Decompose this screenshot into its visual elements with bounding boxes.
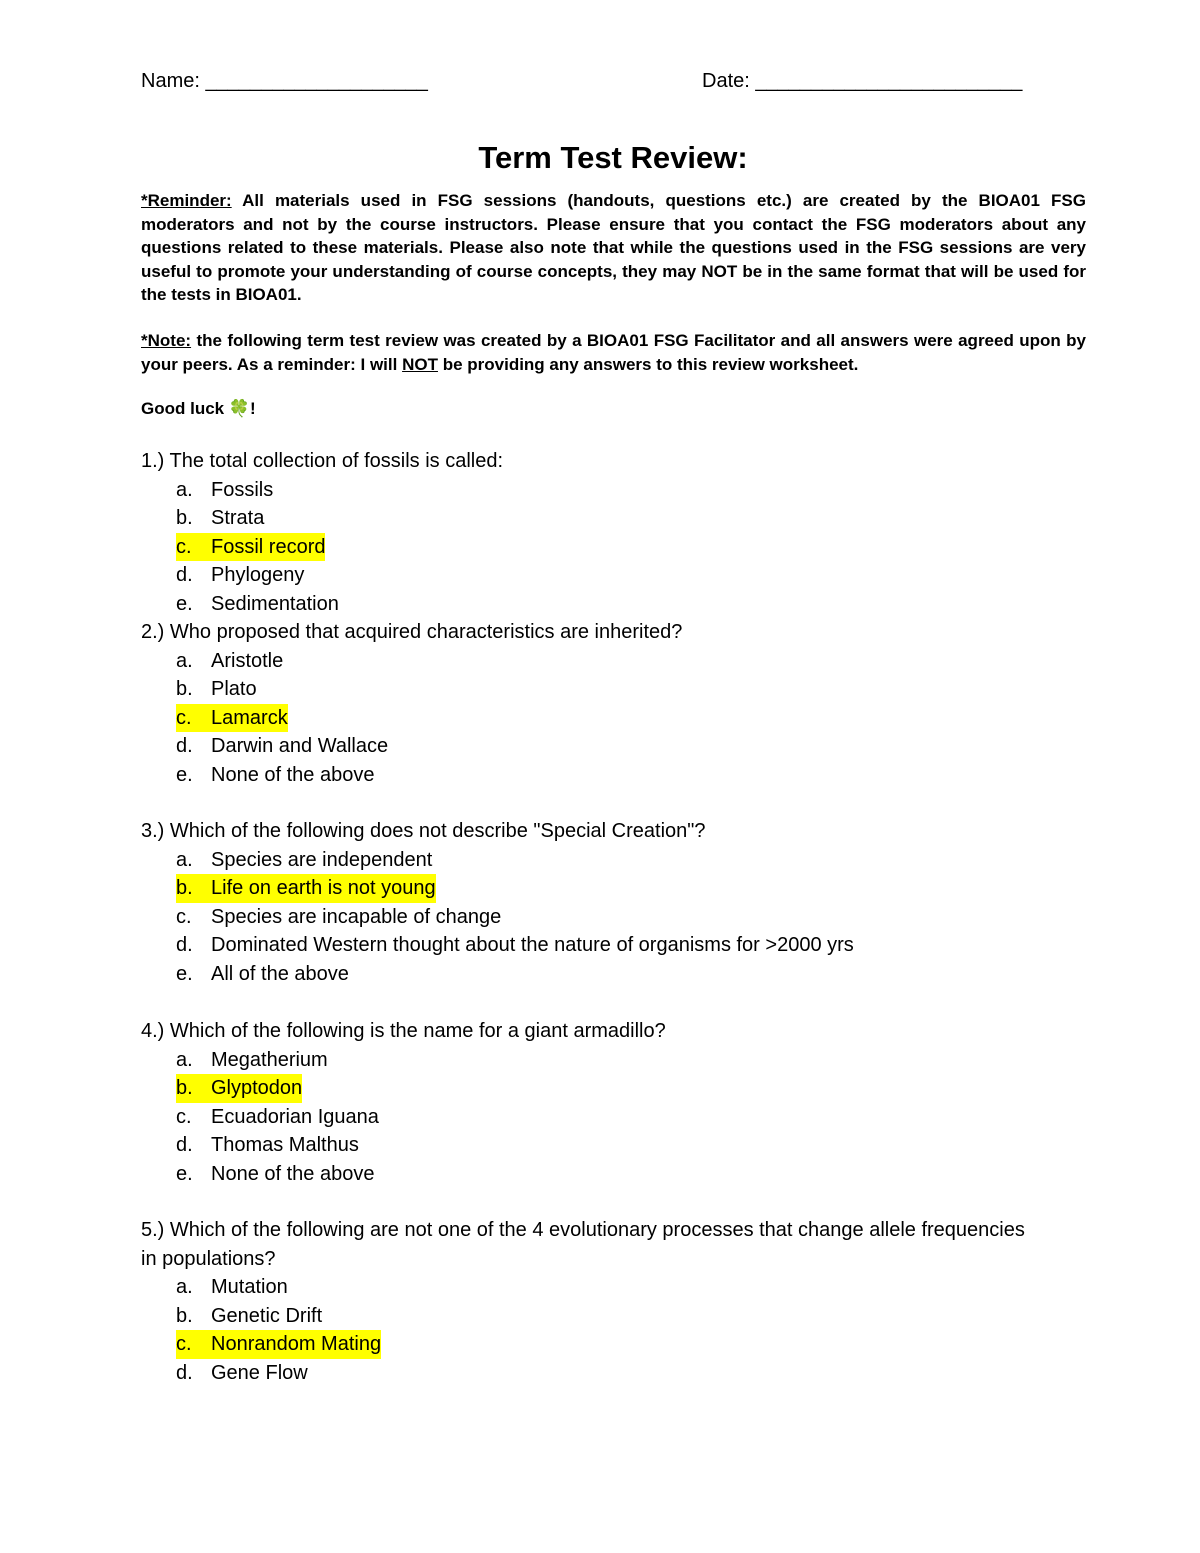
option-letter: c.	[176, 706, 192, 729]
question-text: 5.) Which of the following are not one of the 4 evolutionary processes that change allele frequencies in populations?	[141, 1219, 1025, 1270]
four-leaf-clover-icon: 🍀	[228, 399, 251, 418]
option-letter: e.	[176, 962, 193, 985]
page-title: Term Test Review:	[478, 140, 748, 175]
option-letter: d.	[176, 1361, 193, 1384]
good-luck-line	[141, 399, 256, 419]
options-list	[141, 1046, 1041, 1189]
option-text: Phylogeny	[211, 564, 305, 587]
option-d	[141, 561, 1041, 590]
question-3	[141, 817, 1041, 988]
option-d	[141, 1359, 1041, 1388]
question-5	[141, 1216, 1041, 1387]
option-letter: b.	[176, 507, 193, 530]
options-list	[141, 476, 1041, 619]
question-2	[141, 618, 1041, 789]
option-letter: c.	[176, 535, 192, 558]
option-text: Aristotle	[211, 649, 284, 672]
option-text: None of the above	[211, 763, 375, 786]
option-text: Strata	[211, 507, 265, 530]
option-letter: a.	[176, 848, 193, 871]
option-letter: d.	[176, 735, 193, 758]
note-text-1: the following term test review was created by a BIOA01 FSG Facilitator and all answers were agreed upon by your peers. As a reminder: I will	[141, 331, 1086, 374]
option-d	[141, 931, 1041, 960]
option-c	[141, 704, 1041, 733]
option-text: Genetic Drift	[211, 1304, 323, 1327]
note-lead: *Note:	[141, 331, 192, 350]
option-c	[141, 1103, 1041, 1132]
good-luck-text: Good luck	[141, 399, 229, 418]
question-4	[141, 1017, 1041, 1188]
option-letter: e.	[176, 763, 193, 786]
option-e	[141, 960, 1041, 989]
option-letter: c.	[176, 1333, 192, 1356]
option-e	[141, 590, 1041, 619]
question-text: 4.) Which of the following is the name for a giant armadillo?	[141, 1020, 666, 1042]
option-letter: b.	[176, 678, 193, 701]
option-a	[141, 1046, 1041, 1075]
option-text: Sedimentation	[211, 592, 339, 615]
option-text: All of the above	[211, 962, 349, 985]
option-text: Glyptodon	[211, 1077, 303, 1100]
option-text: Mutation	[211, 1276, 288, 1298]
option-a	[141, 476, 1041, 505]
options-list	[141, 846, 1041, 989]
option-text: Dominated Western thought about the nature of organisms for >2000 yrs	[211, 934, 854, 957]
option-d	[141, 1131, 1041, 1160]
option-a	[141, 647, 1041, 676]
option-a	[141, 1273, 1041, 1302]
option-text: Species are independent	[211, 848, 433, 871]
option-letter: a.	[176, 478, 193, 501]
option-letter: e.	[176, 1162, 193, 1185]
good-luck-end: !	[250, 399, 256, 418]
option-letter: d.	[176, 934, 193, 957]
note-text-2: be providing any answers to this review worksheet.	[437, 354, 859, 374]
option-text: Megatherium	[211, 1048, 328, 1071]
option-text: Plato	[211, 678, 257, 701]
question-text: 1.) The total collection of fossils is called:	[141, 450, 504, 472]
option-text: Nonrandom Mating	[211, 1333, 382, 1356]
option-letter: a.	[176, 1048, 193, 1071]
reminder-lead: *Reminder:	[141, 191, 232, 210]
reminder-text: All materials used in FSG sessions (handouts, questions etc.) are created by the BIOA01 FSG moderators and not by the course instructors. Please ensure that you contact the FSG moderators about any questions related to these materials. Please also note that while the questions used in the FSG sessions are very useful to promote your understanding of course concepts, they may NOT be in the same format that will be used for the tests in BIOA01.	[141, 191, 1086, 304]
question-text: 3.) Which of the following does not describe "Special Creation"?	[141, 820, 706, 842]
option-letter: e.	[176, 592, 193, 615]
option-b	[141, 504, 1041, 533]
option-b	[141, 675, 1041, 704]
date-field-label: Date: ________________________	[702, 70, 1023, 92]
option-letter: a.	[176, 649, 193, 672]
options-list	[141, 1273, 1041, 1387]
option-e	[141, 1160, 1041, 1189]
option-text: Fossil record	[211, 535, 326, 558]
reminder-paragraph	[141, 189, 1086, 307]
option-letter: a.	[176, 1276, 193, 1298]
option-text: None of the above	[211, 1162, 375, 1185]
option-letter: d.	[176, 1134, 193, 1157]
header-row	[141, 70, 1061, 100]
option-c	[141, 533, 1041, 562]
option-text: Life on earth is not young	[211, 877, 436, 900]
options-list	[141, 647, 1041, 790]
option-text: Gene Flow	[211, 1361, 308, 1384]
option-e	[141, 761, 1041, 790]
option-d	[141, 732, 1041, 761]
option-text: Thomas Malthus	[211, 1134, 359, 1157]
option-text: Species are incapable of change	[211, 905, 502, 928]
note-emphasis: NOT	[402, 354, 438, 374]
option-a	[141, 846, 1041, 875]
option-letter: b.	[176, 1077, 193, 1100]
name-field-label: Name: ____________________	[141, 70, 428, 92]
note-paragraph	[141, 329, 1086, 376]
option-letter: c.	[176, 905, 192, 928]
option-text: Darwin and Wallace	[211, 735, 389, 758]
option-letter: d.	[176, 564, 193, 587]
question-1	[141, 447, 1041, 618]
option-c	[141, 903, 1041, 932]
question-text: 2.) Who proposed that acquired characteristics are inherited?	[141, 621, 683, 643]
option-letter: b.	[176, 877, 193, 900]
option-b	[141, 1074, 1041, 1103]
option-letter: b.	[176, 1304, 193, 1327]
option-b	[141, 874, 1041, 903]
option-letter: c.	[176, 1105, 192, 1128]
option-b	[141, 1302, 1041, 1331]
option-text: Lamarck	[211, 706, 288, 729]
option-text: Fossils	[211, 478, 274, 501]
option-c	[141, 1330, 1041, 1359]
option-text: Ecuadorian Iguana	[211, 1105, 379, 1128]
